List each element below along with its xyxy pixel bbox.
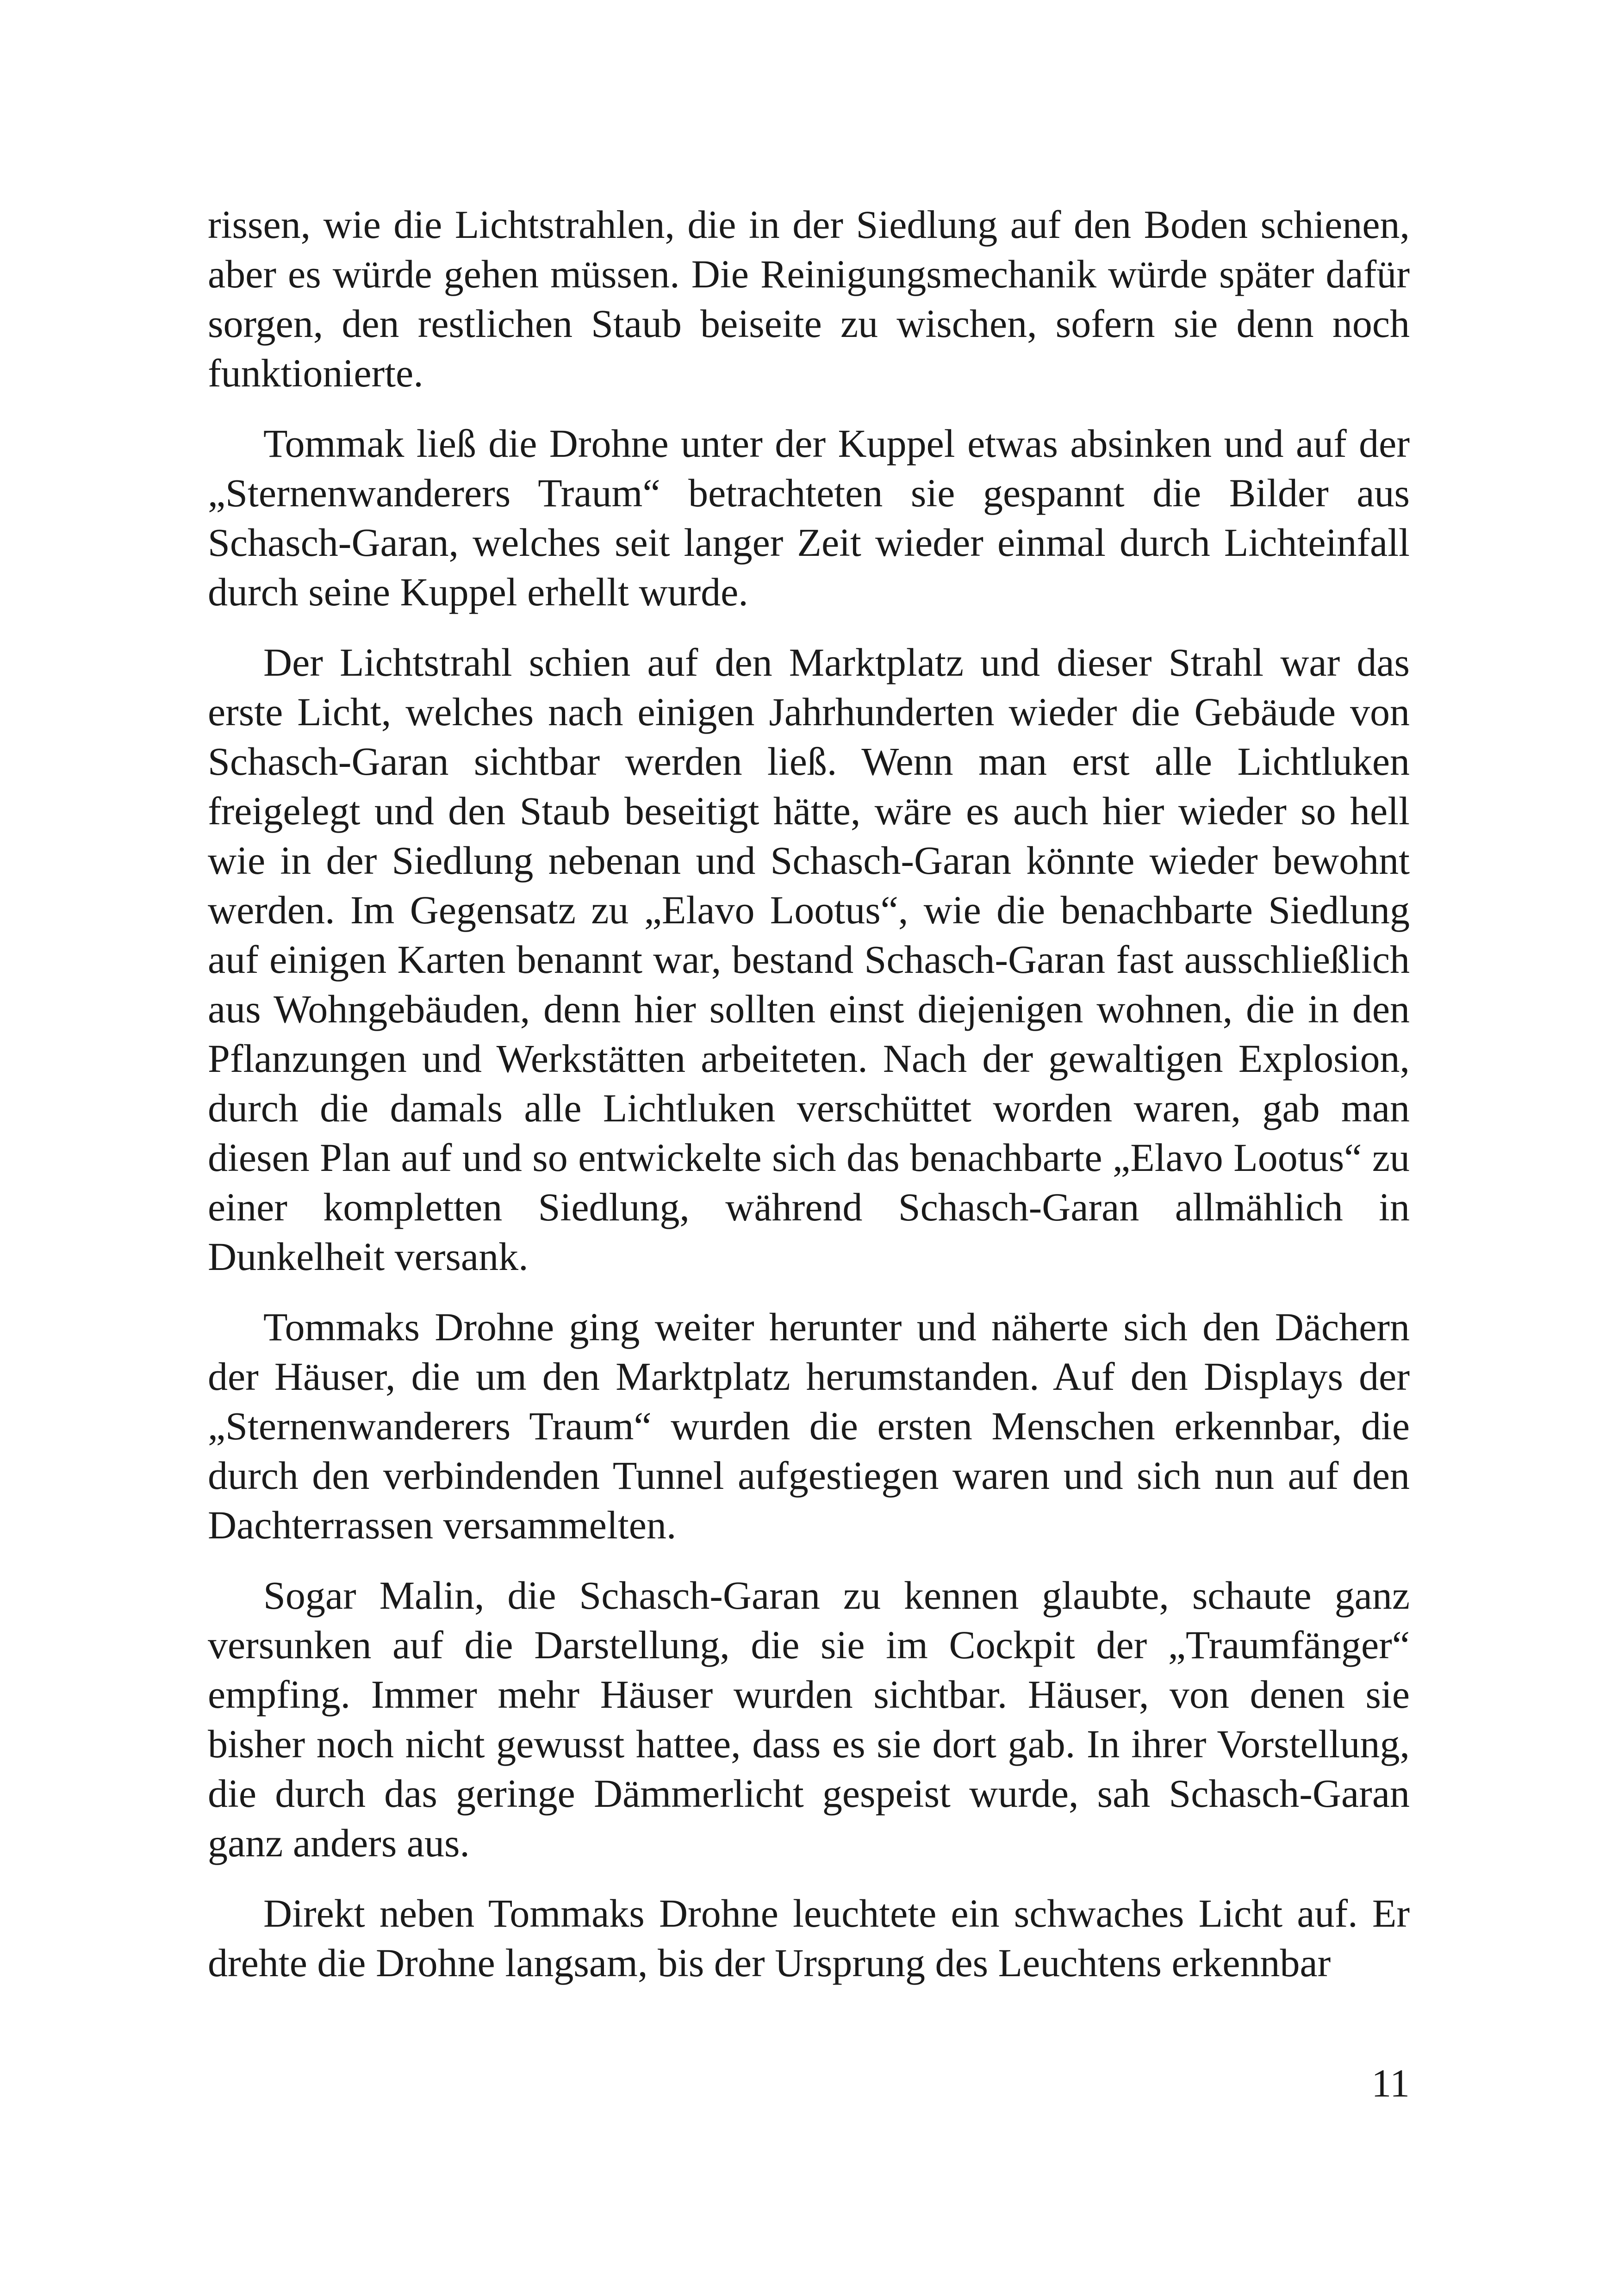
body-text [208, 200, 1410, 2009]
page-number: 11 [1371, 2061, 1410, 2105]
paragraph-4: Tommaks Drohne ging weiter herunter und näherte sich den Dächern der Häuser, die um den Marktplatz herumstanden. Auf den Displays der „Sternenwanderers Traum“ wurden die ersten Menschen erkennbar, die durch den verbindenden Tunnel aufgestiegen waren und sich nun auf den Dachterrassen versammelten. [208, 1305, 1410, 1547]
paragraph-1: rissen, wie die Lichtstrahlen, die in der Siedlung auf den Boden schienen, aber es würde gehen müssen. Die Reinigungsmechanik würde später dafür sorgen, den restlichen Staub beiseite zu wischen, sofern sie denn noch funktionierte. [208, 202, 1410, 395]
paragraph-2: Tommak ließ die Drohne unter der Kuppel etwas absinken und auf der „Sternenwanderers Traum“ betrachteten sie gespannt die Bilder aus Schasch-Garan, welches seit langer Zeit wieder einmal durch Lichteinfall durch seine Kuppel erhellt wurde. [208, 421, 1410, 614]
paragraph-5: Sogar Malin, die Schasch-Garan zu kennen glaubte, schaute ganz versunken auf die Darstellung, die sie im Cockpit der „Traumfänger“ empfing. Immer mehr Häuser wurden sichtbar. Häuser, von denen sie bisher noch nicht gewusst hattee, dass es sie dort gab. In ihrer Vorstellung, die durch das geringe Dämmerlicht gespeist wurde, sah Schasch-Garan ganz anders aus. [208, 1573, 1410, 1865]
paragraph-6: Direkt neben Tommaks Drohne leuchtete ein schwaches Licht auf. Er drehte die Drohne langsam, bis der Ursprung des Leuchtens erkennbar [208, 1891, 1410, 1985]
paragraph-3: Der Lichtstrahl schien auf den Marktplatz und dieser Strahl war das erste Licht, welches nach einigen Jahrhunderten wieder die Gebäude von Schasch-Garan sichtbar werden ließ. Wenn man erst alle Lichtluken freigelegt und den Staub beseitigt hätte, wäre es auch hier wieder so hell wie in der Siedlung nebenan und Schasch-Garan könnte wieder bewohnt werden. Im Gegensatz zu „Elavo Lootus“, wie die benachbarte Siedlung auf einigen Karten benannt war, bestand Schasch-Garan fast ausschließlich aus Wohngebäuden, denn hier sollten einst diejenigen wohnen, die in den Pflanzungen und Werkstätten arbeiteten. Nach der gewaltigen Explosion, durch die damals alle Lichtluken verschüttet worden waren, gab man diesen Plan auf und so entwickelte sich das benachbarte „Elavo Lootus“ zu einer kompletten Siedlung, während Schasch-Garan allmählich in Dunkelheit versank. [208, 640, 1410, 1279]
